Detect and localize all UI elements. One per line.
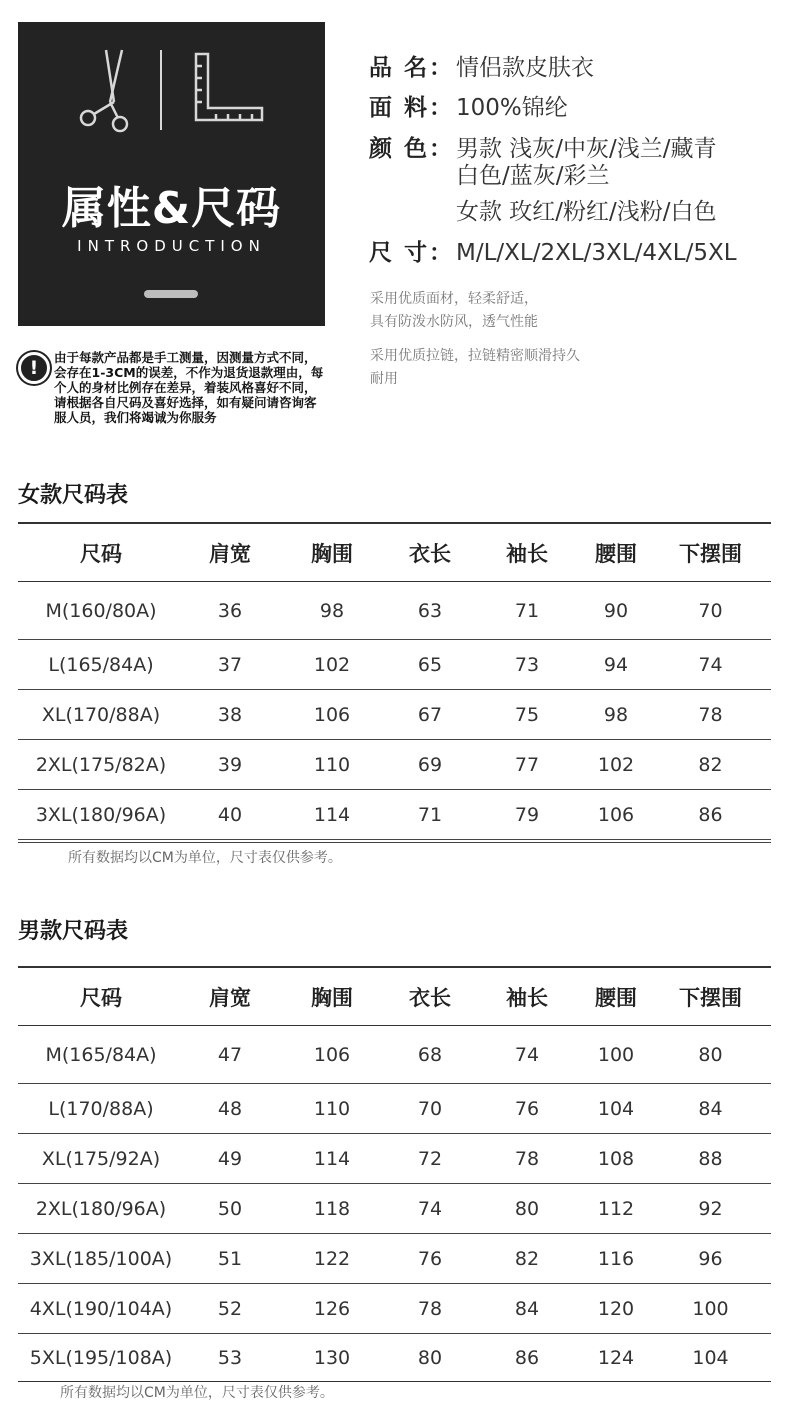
header-sleeve: 袖长	[472, 967, 582, 1026]
men-header-row	[18, 967, 771, 1026]
header-chest: 胸围	[276, 967, 388, 1026]
cell-chest: 114	[276, 1134, 388, 1184]
cell-hem: 104	[650, 1334, 771, 1382]
cell-hem: 100	[650, 1284, 771, 1334]
cell-chest: 102	[276, 640, 388, 690]
cell-chest: 114	[276, 790, 388, 842]
cell-waist: 94	[582, 640, 650, 690]
attr-fabric-value: 100%锦纶	[456, 95, 568, 121]
cell-chest: 106	[276, 690, 388, 740]
cell-shoulder: 39	[184, 740, 276, 790]
attr-size-row	[369, 240, 737, 267]
cell-length: 72	[388, 1134, 472, 1184]
color-men-line-2: 白色/蓝灰/彩兰	[456, 163, 610, 189]
attr-name-value: 情侣款皮肤衣	[456, 55, 594, 81]
ruler-icon	[196, 54, 262, 120]
cell-length: 71	[388, 790, 472, 842]
warning-text: 由于每款产品都是手工测量，因测量方式不同，会存在1-3CM的误差，不作为退货退款理由，每个人的身材比例存在差异，着装风格喜好不同，请根据各自尺码及喜好选择，如有疑问请咨询客服人员，我们将竭诚为你服务	[54, 350, 324, 425]
fabric-note-line-1: 采用优质面材，轻柔舒适，	[370, 291, 538, 307]
color-women-line: 女款 玫红/粉红/浅粉/白色	[456, 199, 717, 225]
cell-shoulder: 51	[184, 1234, 276, 1284]
cell-sleeve: 78	[472, 1134, 582, 1184]
header-chest: 胸围	[276, 523, 388, 582]
cell-waist: 116	[582, 1234, 650, 1284]
cell-chest: 110	[276, 1084, 388, 1134]
cell-hem: 88	[650, 1134, 771, 1184]
header-shoulder: 肩宽	[184, 967, 276, 1026]
cell-waist: 102	[582, 740, 650, 790]
attr-name-label: 品 名：	[369, 55, 455, 81]
cell-waist: 106	[582, 790, 650, 842]
attr-fabric-row	[369, 95, 568, 122]
table-row	[18, 690, 771, 740]
women-header-row	[18, 523, 771, 582]
attr-size-value: M/L/XL/2XL/3XL/4XL/5XL	[456, 240, 737, 266]
cell-size: L(165/84A)	[18, 640, 184, 690]
cell-waist: 100	[582, 1026, 650, 1084]
cell-length: 80	[388, 1334, 472, 1382]
scissors-icon	[81, 50, 127, 131]
color-men-line-1: 男款 浅灰/中灰/浅兰/藏青	[456, 136, 717, 162]
cell-chest: 106	[276, 1026, 388, 1084]
men-size-table	[18, 966, 771, 1382]
header-shoulder: 肩宽	[184, 523, 276, 582]
cell-shoulder: 52	[184, 1284, 276, 1334]
cell-hem: 80	[650, 1026, 771, 1084]
women-table-note: 所有数据均以CM为单位，尺寸表仅供参考。	[68, 850, 342, 866]
cell-length: 78	[388, 1284, 472, 1334]
cell-waist: 98	[582, 690, 650, 740]
header-length: 衣长	[388, 967, 472, 1026]
cell-size: XL(170/88A)	[18, 690, 184, 740]
cell-shoulder: 40	[184, 790, 276, 842]
cell-shoulder: 47	[184, 1026, 276, 1084]
header-sleeve: 袖长	[472, 523, 582, 582]
cell-size: XL(175/92A)	[18, 1134, 184, 1184]
cell-length: 67	[388, 690, 472, 740]
cell-size: 3XL(185/100A)	[18, 1234, 184, 1284]
cell-chest: 110	[276, 740, 388, 790]
cell-sleeve: 71	[472, 582, 582, 640]
cell-chest: 98	[276, 582, 388, 640]
cell-sleeve: 79	[472, 790, 582, 842]
cell-hem: 70	[650, 582, 771, 640]
cell-size: M(160/80A)	[18, 582, 184, 640]
cell-hem: 82	[650, 740, 771, 790]
header-waist: 腰围	[582, 523, 650, 582]
cell-hem: 96	[650, 1234, 771, 1284]
cell-hem: 84	[650, 1084, 771, 1134]
cell-size: 2XL(175/82A)	[18, 740, 184, 790]
cell-sleeve: 84	[472, 1284, 582, 1334]
cell-chest: 126	[276, 1284, 388, 1334]
men-table-title: 男款尺码表	[18, 919, 129, 944]
cell-size: 2XL(180/96A)	[18, 1184, 184, 1234]
cell-sleeve: 73	[472, 640, 582, 690]
table-row	[18, 640, 771, 690]
cell-shoulder: 50	[184, 1184, 276, 1234]
table-row	[18, 582, 771, 640]
cell-length: 74	[388, 1184, 472, 1234]
table-row	[18, 1284, 771, 1334]
cell-shoulder: 49	[184, 1134, 276, 1184]
header-waist: 腰围	[582, 967, 650, 1026]
fabric-note-line-2: 具有防泼水防风，透气性能	[370, 314, 538, 330]
fabric-note	[370, 288, 630, 334]
cell-waist: 90	[582, 582, 650, 640]
header-size: 尺码	[18, 523, 184, 582]
cell-waist: 108	[582, 1134, 650, 1184]
table-row	[18, 1184, 771, 1234]
cell-length: 65	[388, 640, 472, 690]
cell-shoulder: 53	[184, 1334, 276, 1382]
cell-shoulder: 36	[184, 582, 276, 640]
table-row	[18, 1134, 771, 1184]
cell-length: 69	[388, 740, 472, 790]
cell-hem: 92	[650, 1184, 771, 1234]
table-row	[18, 1026, 771, 1084]
zipper-note	[370, 345, 630, 391]
cell-waist: 124	[582, 1334, 650, 1382]
cell-size: 3XL(180/96A)	[18, 790, 184, 842]
table-row	[18, 790, 771, 842]
table-row	[18, 740, 771, 790]
cell-waist: 120	[582, 1284, 650, 1334]
cell-sleeve: 75	[472, 690, 582, 740]
hero-panel	[18, 22, 325, 326]
cell-hem: 86	[650, 790, 771, 842]
cell-length: 70	[388, 1084, 472, 1134]
table-row	[18, 1234, 771, 1284]
header-length: 衣长	[388, 523, 472, 582]
cell-sleeve: 76	[472, 1084, 582, 1134]
cell-hem: 74	[650, 640, 771, 690]
cell-waist: 112	[582, 1184, 650, 1234]
table-row	[18, 1334, 771, 1382]
exclamation-icon: !	[18, 352, 50, 384]
cell-size: M(165/84A)	[18, 1026, 184, 1084]
cell-sleeve: 80	[472, 1184, 582, 1234]
cell-sleeve: 77	[472, 740, 582, 790]
attr-name-row	[369, 55, 594, 82]
cell-sleeve: 82	[472, 1234, 582, 1284]
cell-length: 63	[388, 582, 472, 640]
hero-accent-bar	[144, 290, 198, 298]
header-hem: 下摆围	[650, 523, 771, 582]
cell-length: 68	[388, 1026, 472, 1084]
attr-color-values	[456, 136, 717, 226]
cell-shoulder: 38	[184, 690, 276, 740]
cell-sleeve: 74	[472, 1026, 582, 1084]
cell-hem: 78	[650, 690, 771, 740]
men-table-note: 所有数据均以CM为单位，尺寸表仅供参考。	[60, 1385, 334, 1401]
hero-title: 属性&尺码	[61, 183, 282, 234]
table-row	[18, 1084, 771, 1134]
women-size-table	[18, 522, 771, 843]
cell-sleeve: 86	[472, 1334, 582, 1382]
cell-shoulder: 48	[184, 1084, 276, 1134]
cell-chest: 118	[276, 1184, 388, 1234]
cell-shoulder: 37	[184, 640, 276, 690]
cell-chest: 122	[276, 1234, 388, 1284]
cell-chest: 130	[276, 1334, 388, 1382]
cell-size: 5XL(195/108A)	[18, 1334, 184, 1382]
zipper-note-line-2: 耐用	[370, 371, 398, 387]
header-size: 尺码	[18, 967, 184, 1026]
header-hem: 下摆围	[650, 967, 771, 1026]
cell-length: 76	[388, 1234, 472, 1284]
cell-size: 4XL(190/104A)	[18, 1284, 184, 1334]
zipper-note-line-1: 采用优质拉链，拉链精密顺滑持久	[370, 348, 580, 364]
hero-subtitle: INTRODUCTION	[77, 237, 266, 255]
cell-waist: 104	[582, 1084, 650, 1134]
attr-size-label: 尺 寸：	[369, 240, 455, 266]
attr-color-label: 颜 色：	[369, 136, 455, 162]
feature-notes	[370, 288, 630, 402]
cell-size: L(170/88A)	[18, 1084, 184, 1134]
attr-color-row	[369, 136, 717, 226]
women-table-title: 女款尺码表	[18, 483, 129, 508]
attr-fabric-label: 面 料：	[369, 95, 455, 121]
